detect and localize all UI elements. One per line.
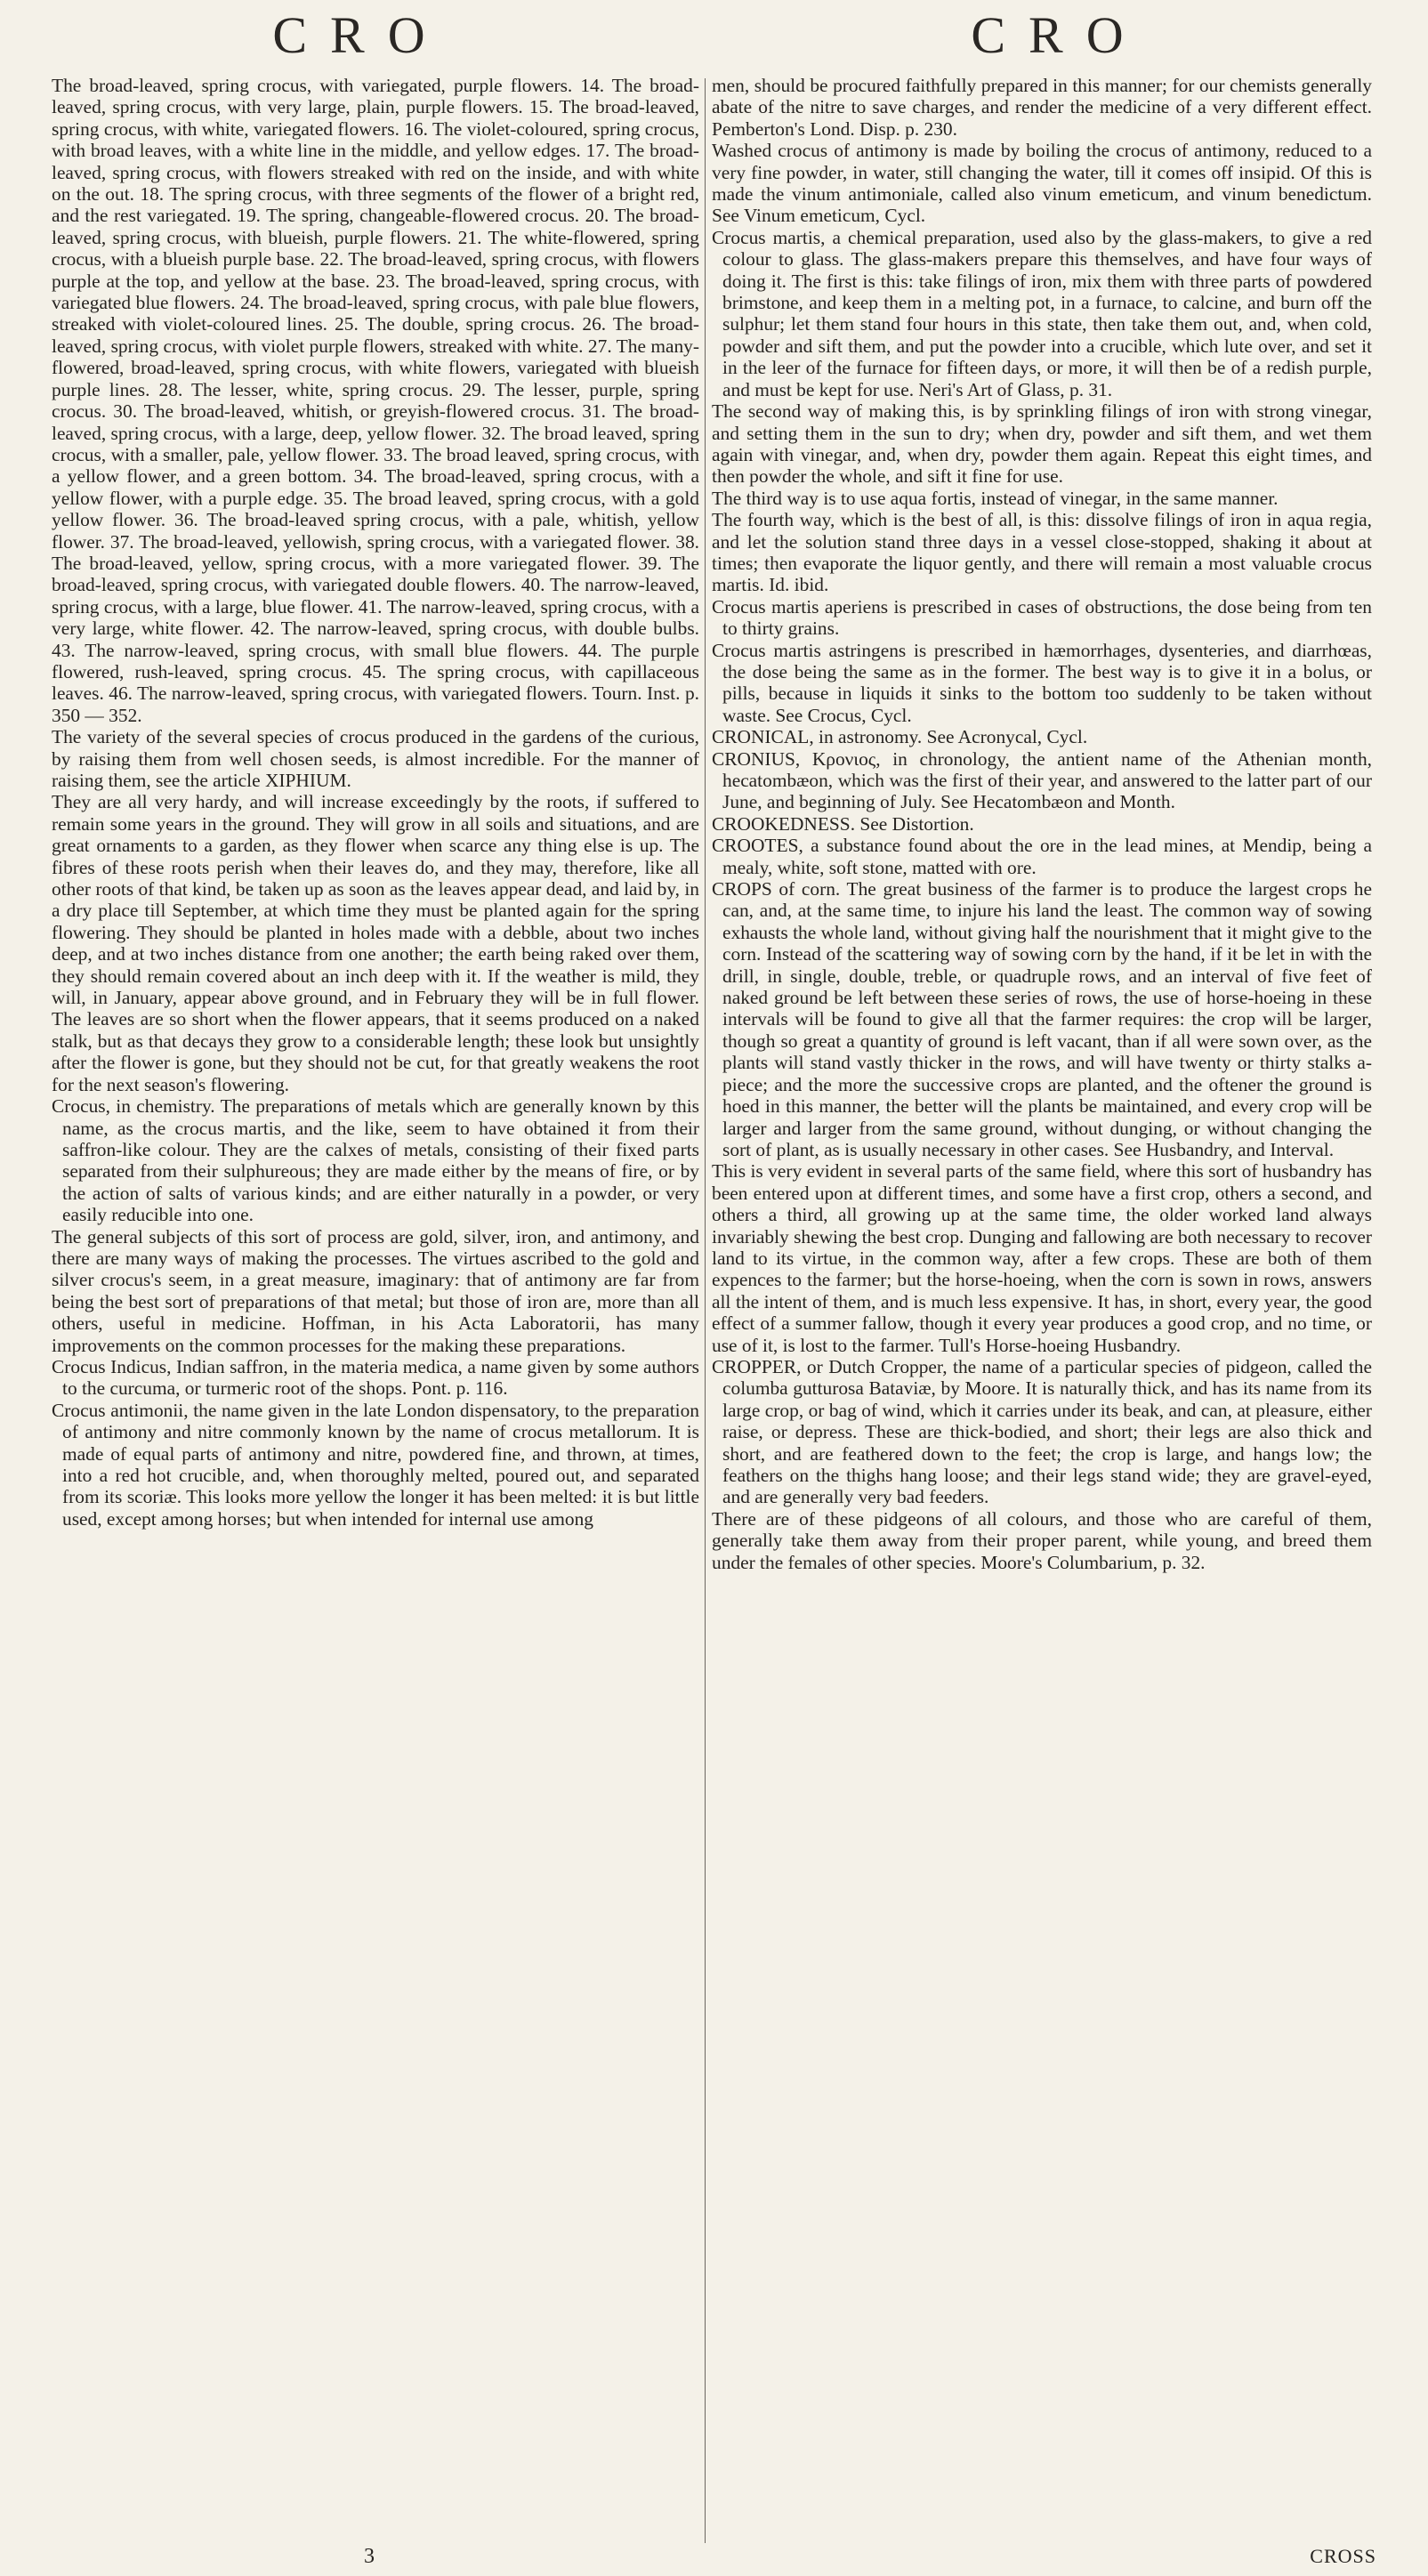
paragraph: The general subjects of this sort of process are gold, silver, iron, and antimony, and there are many ways of making the processes. The virtues ascribed to the gold and silver crocus's seem, in a great measure, imaginary: that of antimony are far from being the best sort of preparations of that metal; but those of iron are, more than all others, useful in medicine. Hoffman, in his Acta Laboratorii, has many improvements on the common processes for the making these preparations.	[52, 1225, 699, 1356]
entry-crocus-antimonii: Crocus antimonii, the name given in the late London dispensatory, to the preparation of antimony and nitre commonly known by the name of crocus metallorum. It is made of equal parts of antimony and nitre, powdered fine, and thrown, at times, into a red hot crucible, and, when thoroughly melted, poured out, and separated from its scoriæ. This looks more yellow the longer it has been melted: it is but little used, except among horses; but when intended for internal use among	[52, 1399, 699, 1530]
catchword: CROSS	[1310, 2545, 1376, 2567]
paragraph: This is very evident in several parts of the same field, where this sort of husbandry has been entered upon at different times, and some have a first crop, others a second, and others a third, all growing up at the same time, the older worked land always invariably shewing the best crop. Dunging and fallowing are both necessary to recover land to its virtue, in the common way, after a few crops. These are both of them expences to the farmer; but the horse-hoeing, when the corn is sown in rows, answers all the intent of them, and is much less expensive. It has, in short, every year, the good effect of a summer fallow, though it every year produces a good crop, and no time, or use of it, is lost to the farmer. Tull's Horse-hoeing Husbandry.	[712, 1160, 1372, 1356]
entry-crops: CROPS of corn. The great business of the farmer is to produce the largest crops he can, and, at the same time, to injure his land the least. The common way of sowing exhausts the whole land, without giving half the nourishment that it might give to the corn. Instead of the scattering way of sowing corn by the hand, if it be let in with the drill, in single, double, treble, or quadruple rows, and an interval of five feet of naked ground be left between these series of rows, the use of horse-hoeing in these intervals will be found to give all that the farmer requires: the crop will be larger, though so great a quantity of ground is left vacant, than if all were sown over, as the plants will stand vastly thicker in the rows, and will have twenty or thirty stalks a-piece; and the more the successive crops are planted, and the oftener the ground is hoed in this manner, the better will the plants be maintained, and every crop will be larger and larger from the same ground, without dunging, or without changing the sort of plant, as is usually necessary in other cases. See Husbandry, and Interval.	[712, 878, 1372, 1160]
paragraph: The second way of making this, is by sprinkling filings of iron with strong vinegar, and setting them in the sun to dry; when dry, powder and sift them, and wet them again with vinegar, and, when dry, powder them again. Repeat this eight times, and then powder the whole, and sift it fine for use.	[712, 400, 1372, 488]
entry-crocus-martis-astringens: Crocus martis astringens is prescribed in hæmorrhages, dysenteries, and diarrhœas, the dose being the same as in the former. The best way is to give it in a bolus, or pills, because in liquids it sinks to the bottom too suddenly to be taken without waste. See Crocus, Cycl.	[712, 639, 1372, 726]
left-column	[52, 75, 699, 2531]
entry-cropper: CROPPER, or Dutch Cropper, the name of a particular species of pidgeon, called the columba gutturosa Bataviæ, by Moore. It is naturally thick, and has its name from its large crop, or bag of wind, which it carries under its beak, and can, at pleasure, either raise, or depress. These are thick-bodied, and short; their legs are also thick and short, and are feathered down to the feet; the crop is large, and hangs low; the feathers on the thighs hang loose; and their legs stand wide; they are gravel-eyed, and are generally very bad feeders.	[712, 1355, 1372, 1508]
running-head-right: CRO	[971, 6, 1147, 64]
entry-cronical: CRONICAL, in astronomy. See Acronycal, Cycl.	[712, 726, 1088, 748]
entry-crocus-martis-aperiens: Crocus martis aperiens is prescribed in cases of obstructions, the dose being from ten to thirty grains.	[712, 595, 1372, 640]
entry-crocus-indicus: Crocus Indicus, Indian saffron, in the materia medica, a name given by some authors to the curcuma, or turmeric root of the shops. Pont. p. 116.	[52, 1355, 699, 1400]
paragraph: Washed crocus of antimony is made by boiling the crocus of antimony, reduced to a very fine powder, in water, still changing the water, till it comes off insipid. Of this is made the vinum antimoniale, called also vinum emeticum, and vinum benedictum. See Vinum emeticum, Cycl.	[712, 140, 1372, 227]
paragraph: The variety of the several species of crocus produced in the gardens of the curious, by raising them from well chosen seeds, is almost incredible. For the manner of raising them, see the article XIPHIUM.	[52, 726, 699, 791]
page-number: 3	[364, 2545, 375, 2568]
paragraph: The fourth way, which is the best of all, is this: dissolve filings of iron in aqua regia, and let the solution stand three days in a vessel close-stopped, shaking it about at times; then evaporate the liquor gently, and there will remain a most valuable crocus martis. Id. ibid.	[712, 509, 1372, 596]
paragraph: men, should be procured faithfully prepared in this manner; for our chemists generally abate of the nitre to save charges, and render the medicine of a very different effect. Pemberton's Lond. Disp. p. 230.	[712, 75, 1372, 140]
running-head-left: CRO	[272, 6, 448, 64]
entry-cronius: CRONIUS, Κρονιος, in chronology, the antient name of the Athenian month, hecatombæon, which was the first of their year, and answered to the latter part of our June, and beginning of July. See Hecatombæon and Month.	[712, 747, 1372, 813]
paragraph: The broad-leaved, spring crocus, with variegated, purple flowers. 14. The broad-leaved, spring crocus, with very large, plain, purple flowers. 15. The broad-leaved, spring crocus, with white, variegated flowers. 16. The violet-coloured, spring crocus, with broad leaves, with a white line in the middle, and yellow edges. 17. The broad-leaved, spring crocus, with flowers streaked with red on the inside, and with white on the out. 18. The spring crocus, with three segments of the flower of a bright red, and the rest variegated. 19. The spring, changeable-flowered crocus. 20. The broad-leaved, spring crocus, with blueish, purple flowers. 21. The white-flowered, spring crocus, with a blueish purple base. 22. The broad-leaved, spring crocus, with flowers purple at the top, and yellow at the base. 23. The broad-leaved, spring crocus, with variegated blue flowers. 24. The broad-leaved, spring crocus, with pale blue flowers, streaked with violet-coloured lines. 25. The double, spring crocus. 26. The broad-leaved, spring crocus, with violet purple flowers, streaked with white. 27. The many-flowered, broad-leaved, spring crocus, with white flowers, variegated with blueish purple lines. 28. The lesser, white, spring crocus. 29. The lesser, purple, spring crocus. 30. The broad-leaved, whitish, or greyish-flowered crocus. 31. The broad-leaved, spring crocus, with a large, deep, yellow flower. 32. The broad leaved, spring crocus, with a smaller, pale, yellow flower. 33. The broad leaved, spring crocus, with a yellow flower, and a green bottom. 34. The broad-leaved, spring crocus, with a yellow flower, with a purple edge. 35. The broad leaved, spring crocus, with a gold yellow flower. 36. The broad-leaved spring crocus, with a pale, whitish, yellow flower. 37. The broad-leaved, yellowish, spring crocus, with a variegated flower. 38. The broad-leaved, yellow, spring crocus, with a more variegated flower. 39. The broad-leaved, spring crocus, with variegated double flowers. 40. The narrow-leaved, spring crocus, with a large, blue flower. 41. The narrow-leaved, spring crocus, with a very large, white flower. 42. The narrow-leaved, spring crocus, with double bulbs. 43. The narrow-leaved, spring crocus, with small blue flowers. 44. The purple flowered, rush-leaved, spring crocus. 45. The spring crocus, with capillaceous leaves. 46. The narrow-leaved, spring crocus, with variegated flowers. Tourn. Inst. p. 350 — 352.	[52, 75, 699, 726]
paragraph: There are of these pidgeons of all colours, and those who are careful of them, generally take them away from their proper parent, while young, and breed them under the females of other species. Moore's Columbarium, p. 32.	[712, 1507, 1372, 1573]
entry-crootes: CROOTES, a substance found about the ore in the lead mines, at Mendip, being a mealy, white, soft stone, matted with ore.	[712, 835, 1372, 878]
entry-crookedness: CROOKEDNESS. See Distortion.	[712, 812, 974, 835]
entry-crocus-chemistry: Crocus, in chemistry. The preparations of metals which are generally known by this name, as the crocus martis, and the like, seem to have obtained it from their saffron-like colour. They are the calxes of metals, consisting of their fixed parts separated from their sulphureous; they are made either by the means of fire, or by the action of salts of various kinds; and are either naturally in a powder, or very easily reducible into one.	[52, 1095, 699, 1226]
right-column	[712, 75, 1372, 2531]
paragraph: The third way is to use aqua fortis, instead of vinegar, in the same manner.	[712, 487, 1279, 509]
paragraph: They are all very hardy, and will increase exceedingly by the roots, if suffered to remain some years in the ground. They will grow in all soils and situations, and are great ornaments to a garden, as they flower when scarce any thing else is up. The fibres of these roots perish when their leaves do, and they may, therefore, like all other roots of that kind, be taken up as soon as the leaves appear dead, and laid by, in a dry place till September, at which time they must be planted again for the spring flowering. They should be planted in holes made with a debble, about two inches deep, and at two inches distance from one another; the earth being raked over them, they should remain covered about an inch deep with it. If the weather is mild, they will, in January, appear above ground, and in February they will be in full flower. The leaves are so short when the flower appears, that it seems produced on a naked stalk, but as that decays they grow to a considerable length; these look but unsightly after the flower is gone, but they should not be cut, for that greatly weakens the root for the next season's flowering.	[52, 791, 699, 1095]
column-divider	[705, 78, 706, 2543]
entry-crocus-martis: Crocus martis, a chemical preparation, used also by the glass-makers, to give a red colour to glass. The glass-makers prepare this themselves, and have four ways of doing it. The first is this: take filings of iron, mix them with three parts of powdered brimstone, and keep them in a melting pot, in a furnace, to calcine, and burn off the sulphur; let them stand four hours in this state, then take them out, and, when cold, powder and sift them, and put the powder into a crucible, which lute over, and set it in the leer of the furnace for fifteen days, or more, it will then be of a redish purple, and must be kept for use. Neri's Art of Glass, p. 31.	[712, 226, 1372, 400]
